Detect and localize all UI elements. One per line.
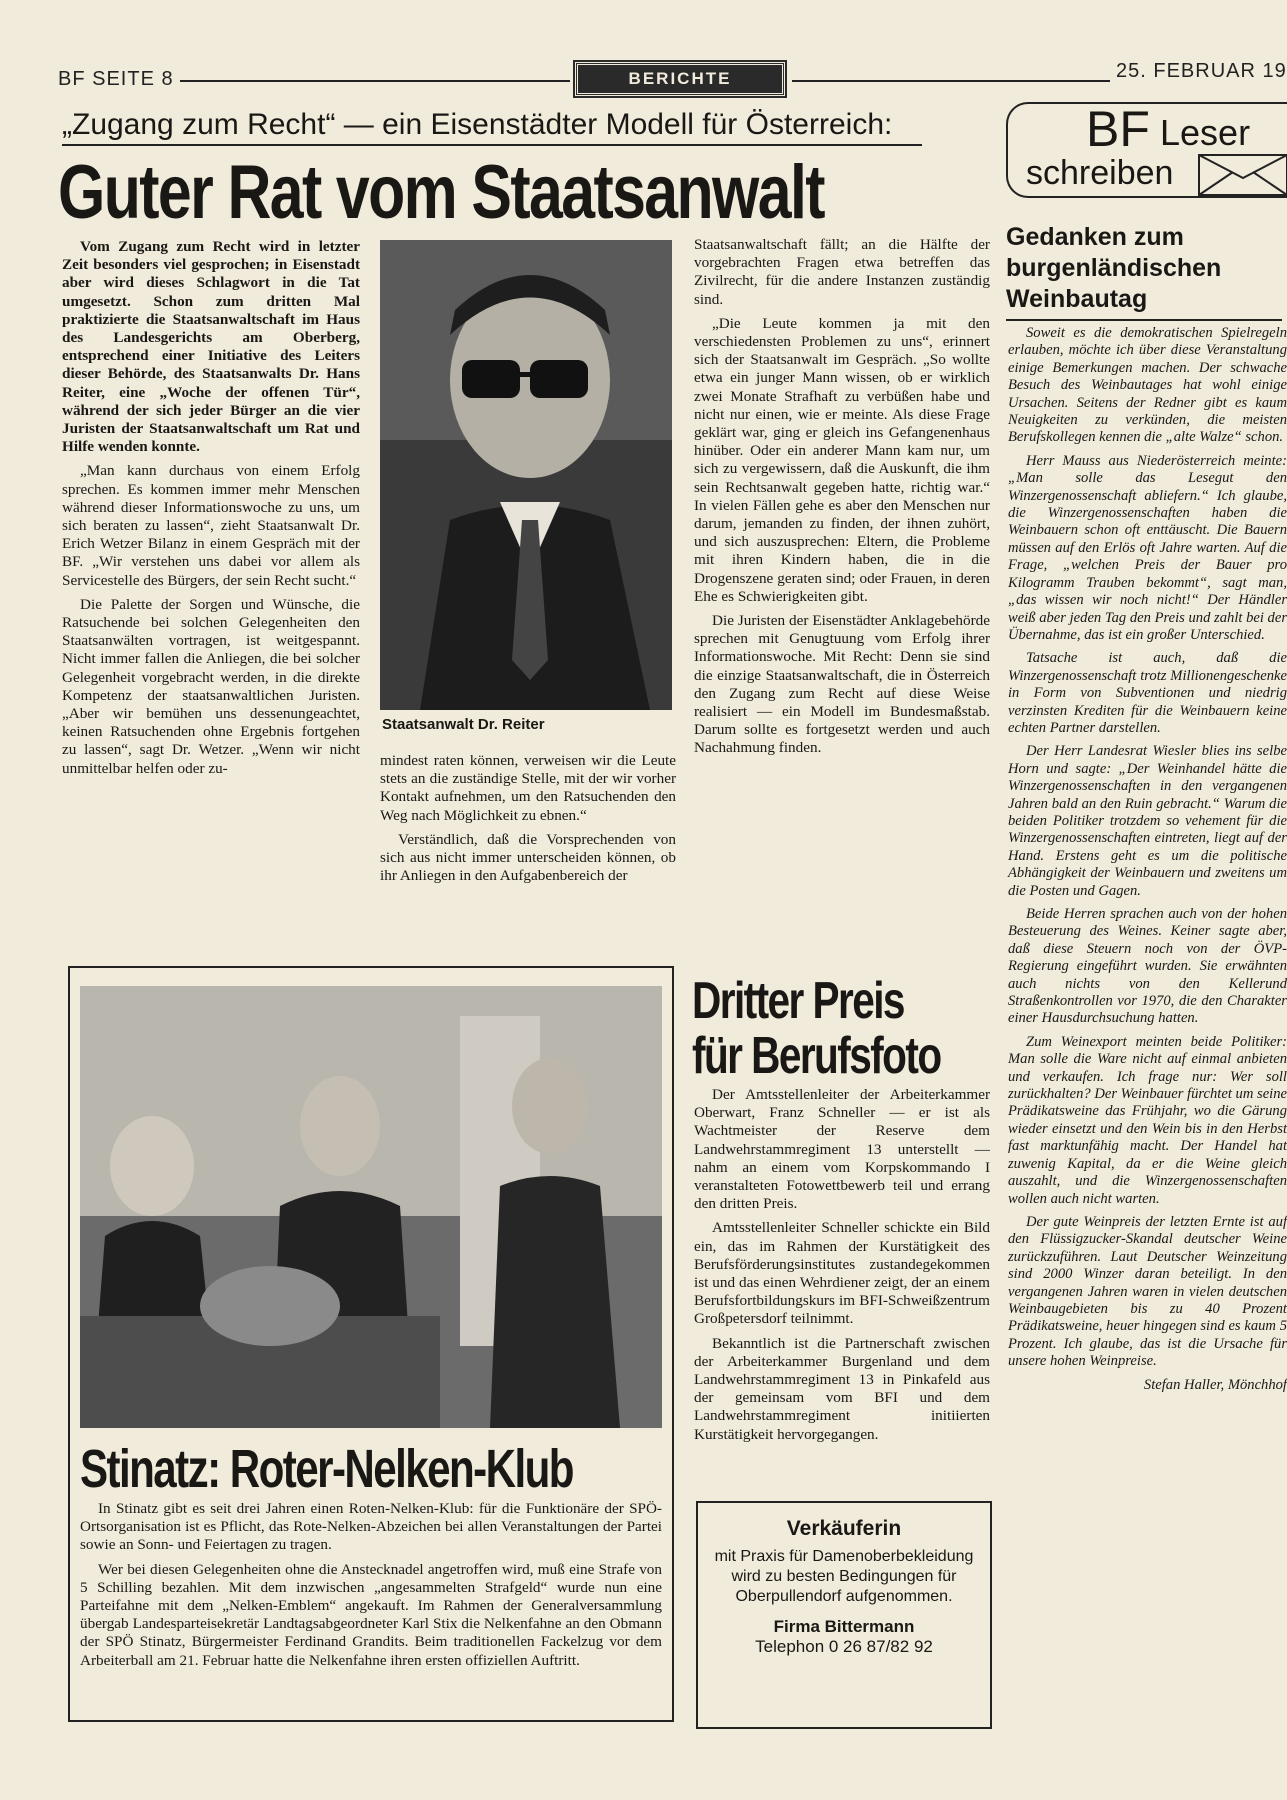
leser-text xyxy=(1008,325,1287,1400)
leser-logo-leser: Leser xyxy=(1160,112,1251,153)
stinatz-text xyxy=(80,1500,662,1676)
leser-logo-schreiben: schreiben xyxy=(1026,154,1174,192)
preis-headline-line1: Dritter Preis xyxy=(692,972,904,1030)
leser-signature: Stefan Haller, Mönchhof xyxy=(1143,1376,1287,1393)
article-paragraph: Verständlich, daß die Vorsprechenden von sich aus nicht immer unterscheiden können, ob ihr Anliegen in den Aufgabenbereich der xyxy=(380,830,676,885)
stinatz-headline: Stinatz: Roter-Nelken-Klub xyxy=(80,1439,573,1499)
stinatz-photo xyxy=(80,986,662,1428)
header-rule-right xyxy=(792,80,1110,82)
article-paragraph: Die Palette der Sorgen und Wünsche, die Ratsuchende bei solchen Gelegenheiten den Staatsanwälten vortragen, ist weitgespannt. Nicht immer fallen die Anliegen, die bei solcher Gelegenheit vorgebracht werden, in die direkte Kompetenz der staatsanwaltlichen Juristen. „Aber wir bemühen uns dessenungeachtet, keinen Ratsuchenden ohne Ergebnis fortgehen zu lassen“, sagt Dr. Wetzer. „Wenn wir nicht unmittelbar helfen oder zu- xyxy=(62,595,360,777)
leser-logo xyxy=(1006,102,1287,198)
header-rule-left xyxy=(180,80,570,82)
leser-paragraph: Der gute Weinpreis der letzten Ernte ist auf den Flüssigzucker-Skandal deutscher Weine zurückzuführen. Laut Deutscher Weinzeitung sind 2000 Winzer daran beteiligt. In den vergangenen Jahren waren in vielen deutschen Weinbaugebieten bis zu 40 Prozent Prädikatsweine, heuer hingegen sind es kaum 5 Prozent. Ich glaube, das ist die Ursache für unsere hohen Weinpreise. xyxy=(1008,1213,1287,1370)
ad-firm: Firma Bittermann xyxy=(773,1617,915,1636)
stinatz-illustration xyxy=(80,986,662,1428)
preis-text xyxy=(694,1086,990,1450)
article-paragraph: Die Juristen der Eisenstädter Anklagebehörde sprechen mit Genugtuung vom Erfolg ihrer Informationswoche. Mit Recht: Denn sie sind die einzige Staatsanwaltschaft, die in Österreich den Zugang zum Recht auf diese Weise realisiert — ein Modell im Bundesmaßstab. Darum sollte es fortgesetzt werden und auch Nachahmung finden. xyxy=(694,612,990,757)
article-paragraph: Staatsanwaltschaft fällt; an die Hälfte der vorgebrachten Fragen etwa betreffen das Zivilrecht, für die andere Instanzen zuständig sind. xyxy=(694,236,990,308)
leser-paragraph: Tatsache ist auch, daß die Winzergenossenschaft trotz Millionengeschenke in Form von Subventionen und niedrig verzinsten Krediten für die Weinbauern keine echten Partner darstellen. xyxy=(1008,650,1287,736)
article-lead: Vom Zugang zum Recht wird in letzter Zeit besonders viel gesprochen; in Eisenstadt aber wird dieses Schlagwort in die Tat umgesetzt. Schon zum dritten Mal praktizierte die Staatsanwaltschaft im Haus des Landesgerichts am Oberberg, entsprechend einer Initiative des Leiters dieser Behörde, des Staatsanwalts Dr. Hans Reiter, eine „Woche der offenen Tür“, während der sich jeder Bürger an die vier Juristen der Staatsanwaltschaft um Rat und Hilfe wenden konnte. xyxy=(62,238,360,456)
stinatz-paragraph: Wer bei diesen Gelegenheiten ohne die Anstecknadel angetroffen wird, muß eine Strafe von 5 Schilling bezahlen. Mit dem inzwischen „angesammelten Strafgeld“ wurde nun eine Parteifahne mit dem „Nelken-Emblem“ angekauft. Im Rahmen der Generalversammlung übergab Landesparteisekretär Landtagsabgeordneter Karl Stix die Nelkenfahne an den Obmann der SPÖ Stinatz, Bürgermeister Ferdinand Grandits. Beim traditionellen Fackelzug vor dem Arbeiterball am 21. Februar hatte die Nelkenfahne ihren ersten offiziellen Auftritt. xyxy=(80,1560,662,1669)
preis-paragraph: Der Amtsstellenleiter der Arbeiterkammer Oberwart, Franz Schneller — er ist als Wachtmeister der Reserve dem Landwehrstammregiment 13 unterstellt — nahm an einem vom Korpskommando I veranstalteten Fotowettbewerb teil und errang den dritten Preis. xyxy=(694,1086,990,1213)
article-paragraph: „Man kann durchaus von einem Erfolg sprechen. Es kommen immer mehr Menschen während dieser Informationswoche zu uns, um sich beraten zu lassen“, zieht Staatsanwalt Dr. Erich Wetzer Bilanz in einem Gespräch mit der BF. „Wir verstehen uns dabei vor allem als Servicestelle des Bürgers, der sein Recht sucht.“ xyxy=(62,462,360,589)
leser-headline: Gedanken zum burgenländischen Weinbautag xyxy=(1006,222,1282,321)
job-ad xyxy=(696,1501,992,1729)
stinatz-paragraph: In Stinatz gibt es seit drei Jahren einen Roten-Nelken-Klub: für die Funktionäre der SPÖ-Ortsorganisation ist es Pflicht, das Rote-Nelken-Abzeichen bei allen Veranstaltungen der Partei sowie an Sonn- und Feiertagen zu tragen. xyxy=(80,1500,662,1554)
leser-paragraph: Beide Herren sprachen auch von der hohen Besteuerung des Weines. Keiner sagte aber, daß diese Steuern noch von der ÖVP-Regierung eingeführt wurden. Sie erwähnten auch nichts von den Kellerund Straßenkontrollen vor 1970, die den Charakter einer Hausdurchsuchung hatten. xyxy=(1008,906,1287,1027)
article-column-3 xyxy=(694,236,990,764)
portrait-illustration xyxy=(380,240,672,710)
leser-paragraph: Soweit es die demokratischen Spielregeln erlauben, möchte ich über diese Veranstaltung einige Bemerkungen machen. Der schwache Besuch des Weinbautages hat wohl einige Ursachen. Seitens der Redner gibt es kaum Neuigkeiten zu verkünden, die meisten Berufskollegen kennen die „alte Walze“ schon. xyxy=(1008,325,1287,446)
leser-paragraph: Herr Mauss aus Niederösterreich meinte: „Man solle das Lesegut den Winzergenossenschaft abliefern.“ Ich glaube, die Winzergenossenschaften haben die Weinbauern schon oft enttäuscht. Die Bauern müssen auf den Erlös oft Jahre warten. Auf die Frage, „welchen Preis der Bauer pro Kilogramm Trauben bekommt“, sagt man, „das wissen wir noch nicht!“ Der Händler weiß aber jeden Tag den Preis und zahlt bei der Übernahme, das ist ein großer Unterschied. xyxy=(1008,452,1287,643)
leser-paragraph: Der Herr Landesrat Wiesler blies ins selbe Horn und sagte: „Der Weinhandel hätte die Winzergenossenschaften in den vergangenen Jahren bald an den Ruin gebracht.“ Warum die beiden Politiker trotzdem so vehement für die Winzergenossenschaften eintreten, liegt auf der Hand. Erstens geht es um die politische Abhängigkeit der Weinbauern und zweitens um die Posten und Gagen. xyxy=(1008,743,1287,899)
portrait-photo xyxy=(380,240,672,710)
article-column-1 xyxy=(62,238,360,784)
page-label: BF SEITE 8 xyxy=(58,68,174,90)
leser-paragraph: Zum Weinexport meinten beide Politiker: Man solle die Ware nicht auf einmal anbieten und verkaufen. Ich frage nur: Wer soll zurückhalten? Der Weinbauer fürchtet um seine Prädikatsweine das Frühjahr, wo die Gärung wieder einsetzt und den Wein bis in den Herbst fast marktunfähig macht. Der Handel hat zuwenig Kapital, da er die Weine gleich auszahlt, und die Winzergenossenschaften wollen auch nicht warten. xyxy=(1008,1033,1287,1207)
leser-logo-bf: BF xyxy=(1086,101,1150,157)
section-badge: BERICHTE xyxy=(575,62,785,96)
ad-body: mit Praxis für Damenoberbekleidung wird zu besten Bedingungen für Oberpullendorf aufgenommen. xyxy=(714,1548,974,1605)
preis-headline-line2: für Berufsfoto xyxy=(692,1027,941,1085)
envelope-icon xyxy=(1198,154,1287,196)
ad-title: Verkäuferin xyxy=(786,1517,902,1540)
portrait-caption: Staatsanwalt Dr. Reiter xyxy=(382,716,545,733)
preis-paragraph: Bekanntlich ist die Partnerschaft zwischen der Arbeiterkammer Burgenland und dem Landwehrstammregiment 13 in Pinkafeld aus der gemeinsam vom BFI und dem Landwehrstammregiment initiierten Kurstätigkeit hervorgegangen. xyxy=(694,1334,990,1443)
article-paragraph: „Die Leute kommen ja mit den verschiedensten Problemen zu uns“, erinnert sich der Staatsanwalt im Gespräch. „So wollte etwa ein junger Mann wissen, ob er wirklich zwei Monate Strafhaft zu verbüßen habe und nicht nur einen, wie er meinte. Als diese Frage geklärt war, ging er gleich ins Gefangenenhaus hinüber. Oder ein anderer Mann kam nur, um sich zu vergewissern, daß die Auskunft, die ihm sein Rechtsanwalt gegeben hatte, richtig war.“ In vielen Fällen gehe es aber den Menschen nur darum, jemanden zu finden, der ihnen zuhört, und sich auszusprechen: Eltern, die Probleme mit ihren Kindern haben, die in die Drogenszene geraten sind; oder Frauen, in deren Ehe es Schwierigkeiten gibt. xyxy=(694,314,990,605)
ad-phone: Telephon 0 26 87/82 92 xyxy=(755,1637,933,1656)
article-headline: Guter Rat vom Staatsanwalt xyxy=(58,150,824,235)
preis-paragraph: Amtsstellenleiter Schneller schickte ein Bild ein, das im Rahmen der Kurstätigkeit des Berufsförderungsinstitutes zustandegekommen ist und das einen Wehrdiener zeigt, der an einem Berufsfortbildungskurs im BFI-Schweißzentrum Großpetersdorf teilnimmt. xyxy=(694,1219,990,1328)
article-paragraph: mindest raten können, verweisen wir die Leute stets an die zuständige Stelle, mit der wir vorher Kontakt aufnehmen, um den Ratsuchenden den Weg nach Möglichkeit zu ebnen.“ xyxy=(380,752,676,824)
issue-date: 25. FEBRUAR 19 xyxy=(1116,60,1287,82)
article-column-2 xyxy=(380,752,676,891)
article-kicker: „Zugang zum Recht“ — ein Eisenstädter Modell für Österreich: xyxy=(62,108,922,146)
